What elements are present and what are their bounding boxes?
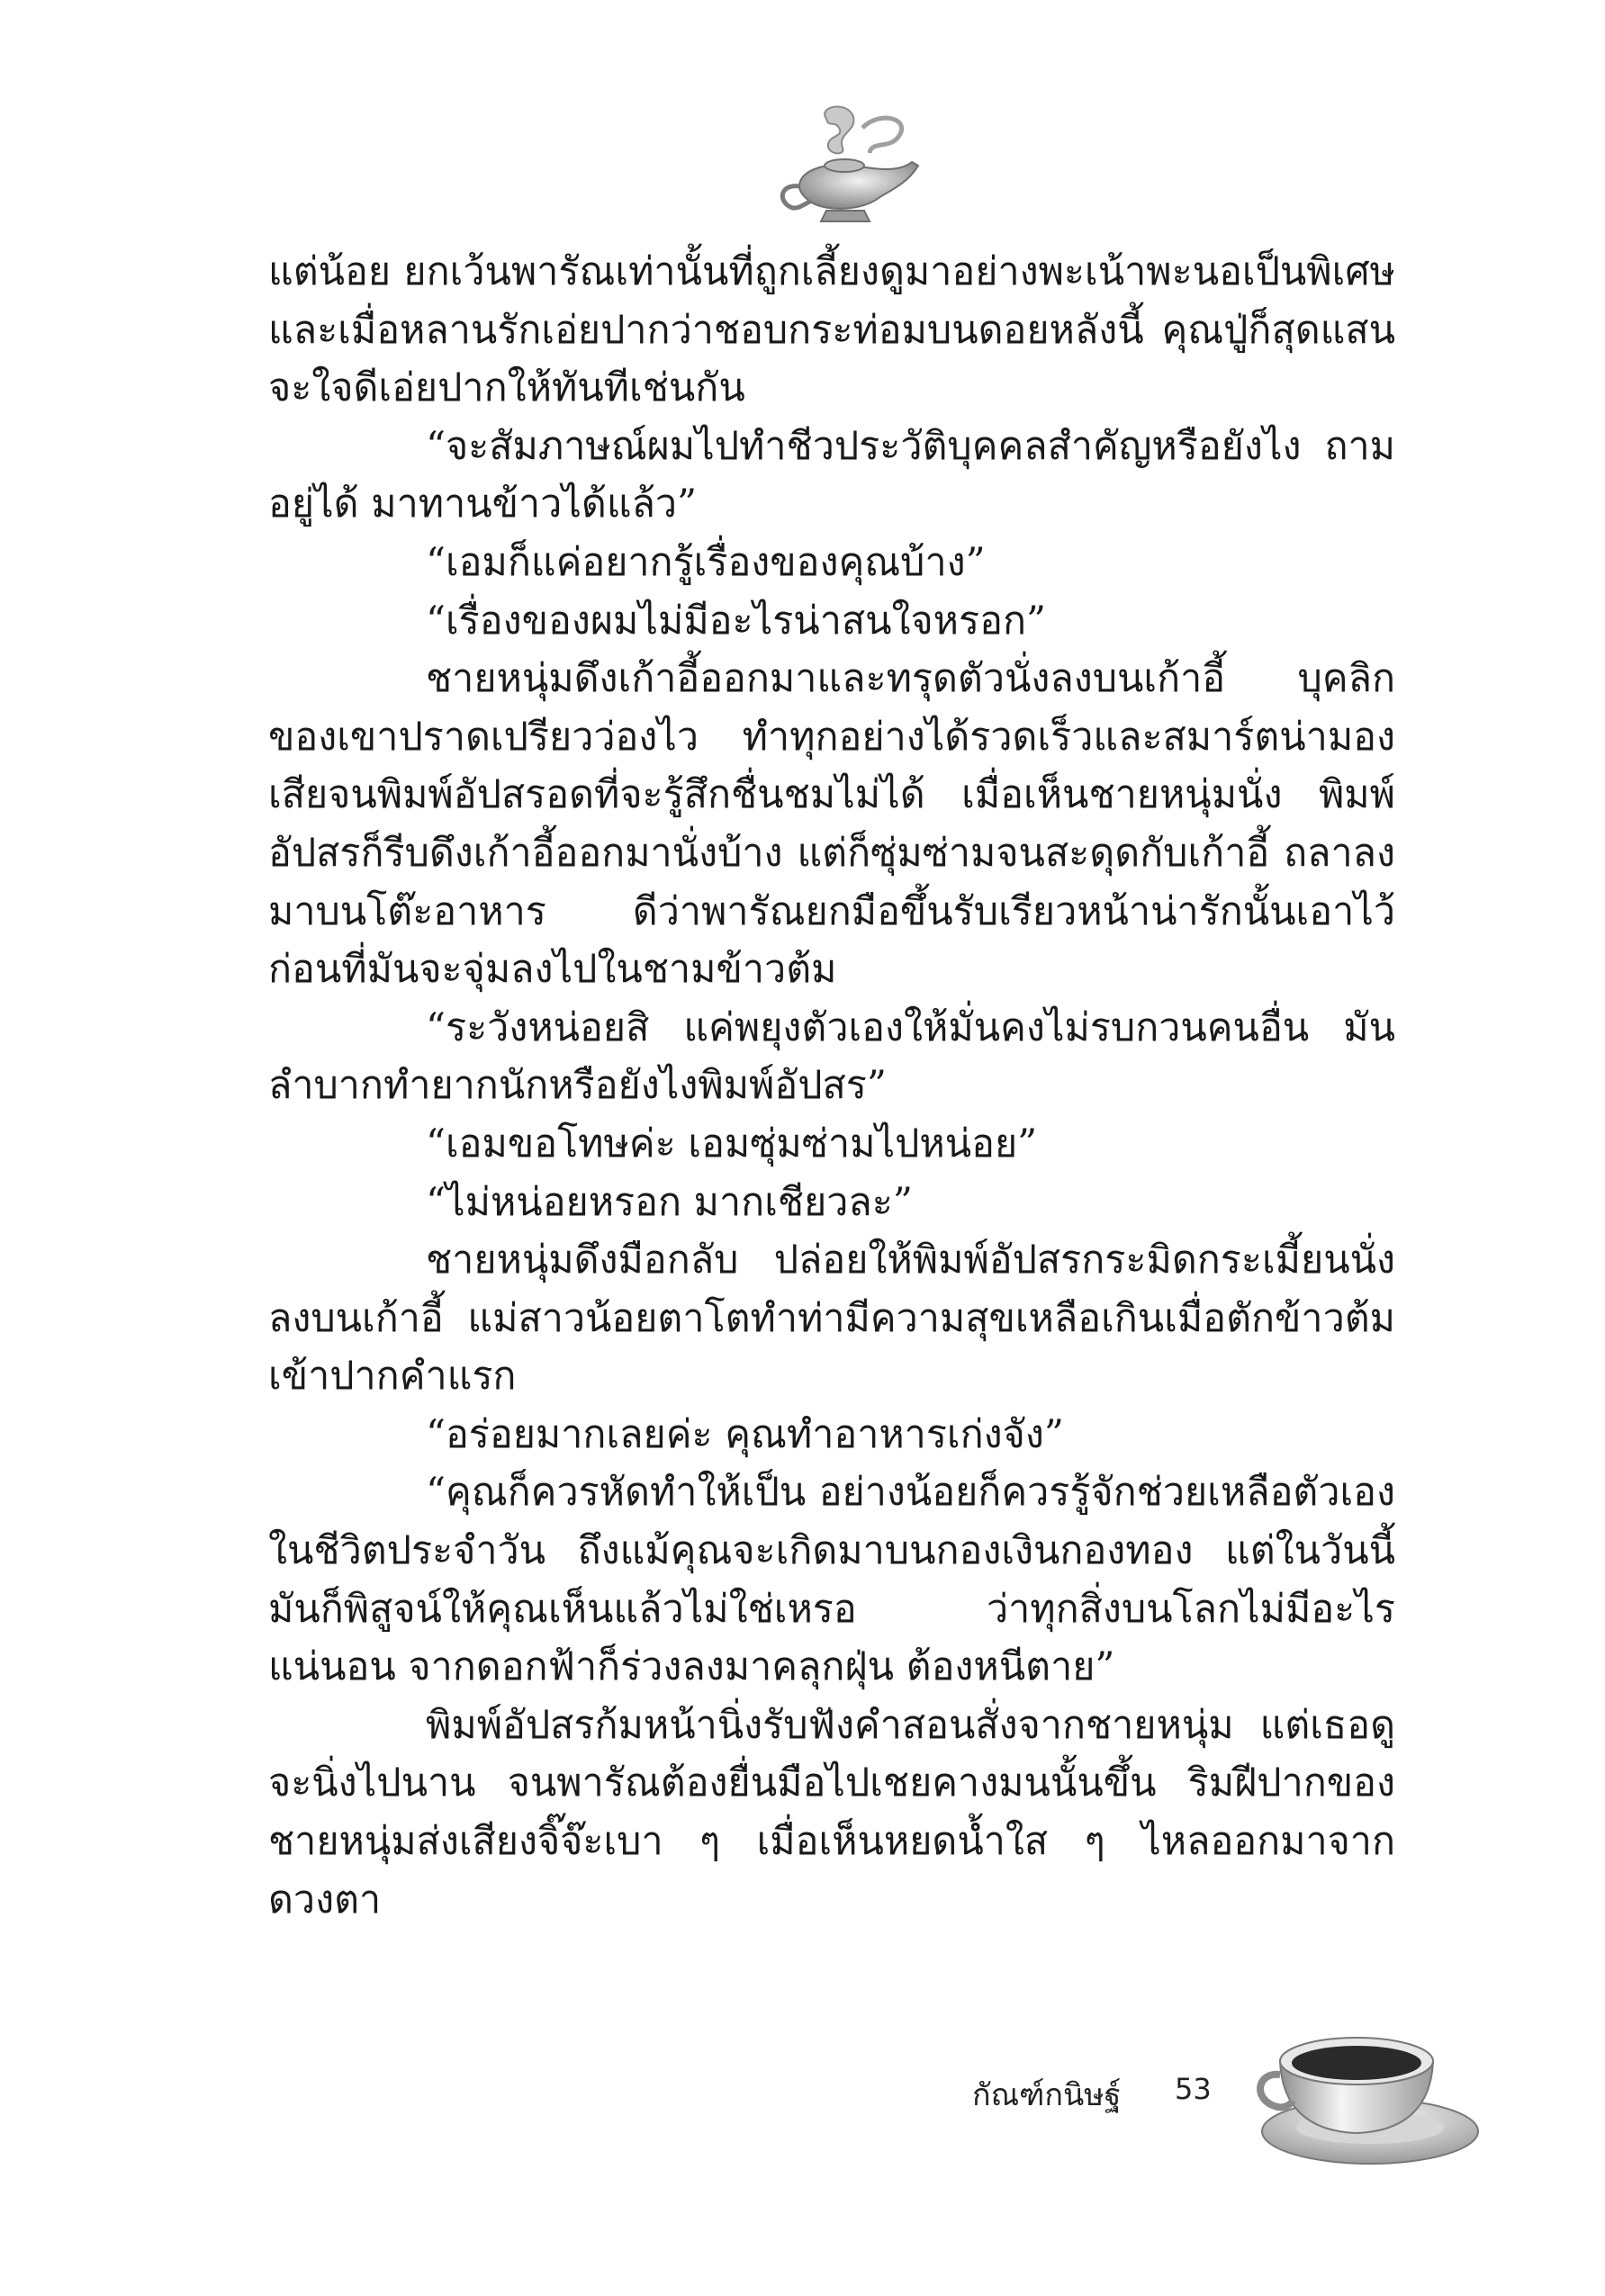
paragraph: “ไม่หน่อยหรอก มากเชียวละ”: [426, 1179, 913, 1225]
paragraph: ชายหนุ่มดึงเก้าอี้ออกมาและทรุดตัวนั่งลงบนเก้าอี้ บุคลิกของเขาปราดเปรียวว่องไว ทำทุกอย่างได้รวดเร็วและสมาร์ตน่ามองเสียจนพิมพ์อัปสรอดที่จะรู้สึกชื่นชมไม่ได้ เมื่อเห็นชายหนุ่มนั่ง พิมพ์อัปสรก็รีบดึงเก้าอี้ออกมานั่งบ้าง แต่ก็ซุ่มซ่ามจนสะดุดกับเก้าอี้ ถลาลงมาบนโต๊ะอาหาร ดีว่าพารัณยกมือขึ้นรับเรียวหน้าน่ารักนั้นเอาไว้ ก่อนที่มันจะจุ่มลงไปในชามข้าวต้ม: [268, 656, 1395, 993]
coffee-cup-icon: [1244, 2025, 1483, 2169]
paragraph: “อร่อยมากเลยค่ะ คุณทำอาหารเก่งจัง”: [426, 1411, 1064, 1457]
body-text: [268, 243, 1395, 1929]
author-name: กัณฑ์กนิษฐ์: [972, 2077, 1122, 2113]
paragraph: “ระวังหน่อยสิ แค่พยุงตัวเองให้มั่นคงไม่รบกวนคนอื่น มันลำบากทำยากนักหรือยังไงพิมพ์อัปสร”: [268, 1004, 1395, 1109]
paragraph: “เรื่องของผมไม่มีอะไรน่าสนใจหรอก”: [426, 598, 1046, 644]
paragraph: “เอมขอโทษค่ะ เอมซุ่มซ่ามไปหน่อย”: [426, 1121, 1038, 1166]
paragraph: “คุณก็ควรหัดทำให้เป็น อย่างน้อยก็ควรรู้จักช่วยเหลือตัวเองในชีวิตประจำวัน ถึงแม้คุณจะเกิดมาบนกองเงินกองทอง แต่ในวันนี้มันก็พิสูจน์ให้คุณเห็นแล้วไม่ใช่เหรอ ว่าทุกสิ่งบนโลกไม่มีอะไรแน่นอน จากดอกฟ้าก็ร่วงลงมาคลุกฝุ่น ต้องหนีตาย”: [268, 1470, 1395, 1690]
genie-lamp-icon: [763, 101, 925, 236]
paragraph: แต่น้อย ยกเว้นพารัณเท่านั้นที่ถูกเลี้ยงดูมาอย่างพะเน้าพะนอเป็นพิเศษ และเมื่อหลานรักเอ่ยปากว่าชอบกระท่อมบนดอยหลังนี้ คุณปู่ก็สุดแสนจะใจดีเอ่ยปากให้ทันทีเช่นกัน: [268, 249, 1395, 411]
page-footer: [972, 2025, 1440, 2169]
paragraph: ชายหนุ่มดึงมือกลับ ปล่อยให้พิมพ์อัปสรกระมิดกระเมี้ยนนั่งลงบนเก้าอี้ แม่สาวน้อยตาโตทำท่ามีความสุขเหลือเกินเมื่อตักข้าวต้มเข้าปากคำแรก: [268, 1238, 1395, 1400]
page-number: 53: [1175, 2072, 1212, 2106]
paragraph: พิมพ์อัปสรก้มหน้านิ่งรับฟังคำสอนสั่งจากชายหนุ่ม แต่เธอดูจะนิ่งไปนาน จนพารัณต้องยื่นมือไปเชยคางมนนั้นขึ้น ริมฝีปากของชายหนุ่มส่งเสียงจิ๊จ๊ะเบา ๆ เมื่อเห็นหยดน้ำใส ๆ ไหลออกมาจากดวงตา: [268, 1702, 1395, 1922]
paragraph: “จะสัมภาษณ์ผมไปทำชีวประวัติบุคคลสำคัญหรือยังไง ถามอยู่ได้ มาทานข้าวได้แล้ว”: [268, 423, 1395, 527]
paragraph: “เอมก็แค่อยากรู้เรื่องของคุณบ้าง”: [426, 539, 986, 585]
